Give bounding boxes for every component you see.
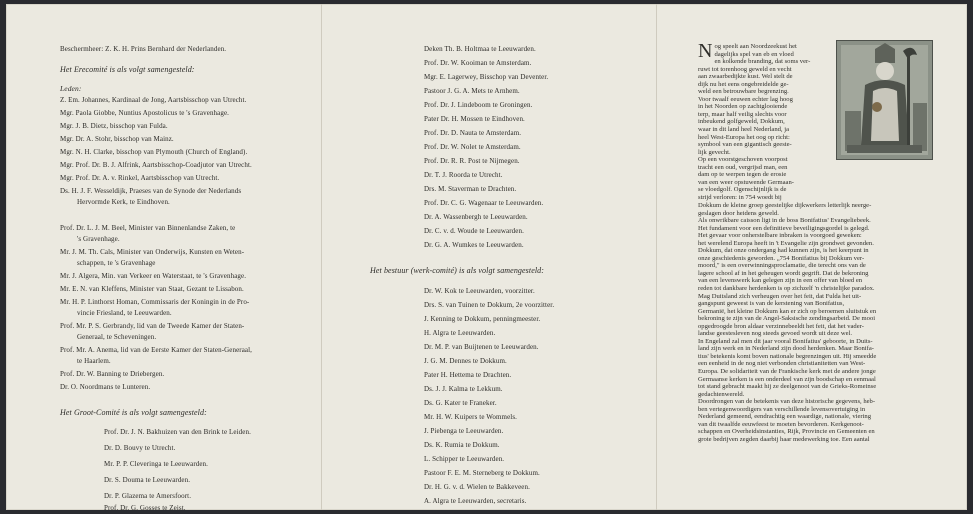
text-line: Het gevaar voor onherstelbare inbraken is voorgoed geweken: — [698, 232, 862, 240]
groot-member-line: Prof. Dr. G. Gosses te Zeist. — [104, 504, 186, 512]
text-line: Als onwrikbare caisson ligt in de boss Bonifatius' Evangeliebeek. — [698, 217, 871, 225]
member-line: Prof. Dr. W. Banning te Driebergen. — [60, 370, 165, 378]
text-line: gedachtenwereld. — [698, 390, 745, 398]
text-line: schappen en Overheidsinstanties, Rijk, Provincie en Gemeenten en — [698, 428, 875, 436]
text-line: Europa. De solidariteit van de Frankische kerk met de andere jonge — [698, 368, 876, 376]
member-line: schappen, te 's Gravenhage — [77, 259, 156, 267]
groot-member-line: Prof. Dr. W. Nolet te Amsterdam. — [424, 143, 521, 151]
text-line: Voor twaalf eeuwen echter lag hoog — [698, 95, 793, 103]
text-line: ruwt tot torenhoog geweld en vecht — [698, 65, 792, 73]
groot-member-line: Dr. D. Bouvy te Utrecht. — [104, 444, 176, 452]
text-line: bekroning te zijn van de Angel-Saksische zendingsarbeid. De mooi — [698, 315, 876, 323]
text-line: land zijn werk en in Nederland zijn dood herdenken. Maar Bonifa- — [698, 345, 874, 353]
text-line: onze geschiedenis geworden. „754 Bonifatius bij Dokkum ver- — [698, 254, 865, 262]
text-line: Germaanse kerken is een onderdeel van zijn boodschap en eenmaal — [698, 375, 876, 383]
text-line: geslagen door heidens geweld. — [698, 209, 779, 217]
patron-line: Beschermheer: Z. K. H. Prins Bernhard der Nederlanden. — [60, 45, 227, 53]
member-line: Mgr. Prof. Dr. A. v. Rinkel, Aartsbisschop van Utrecht. — [60, 174, 220, 182]
text-line: lijk gevecht. — [698, 148, 731, 156]
text-line: In Engeland zal men dit jaar vooral Bonifatius' geboorte, in Duits- — [698, 337, 873, 345]
text-line: gangspunt geweest is van de kerstening van Bonifatius, — [698, 300, 845, 308]
member-line: Dr. O. Noordmans te Lunteren. — [60, 383, 151, 391]
text-line: dagelijks spel van eb en vloed — [714, 50, 794, 58]
text-line: opgedroogde bron aldaar verzinnebeeldt het feit, dat het vader- — [698, 322, 864, 330]
leden-label: Leden: — [60, 84, 82, 93]
bestuur-member-line: Ds. K. Rumia te Dokkum. — [424, 441, 500, 449]
bestuur-member-line: Ds. G. Kater te Franeker. — [424, 399, 497, 407]
bestuur-member-line: Pater H. Hettema te Drachten. — [424, 371, 512, 379]
groot-member-line: Dr. T. J. Roorda te Utrecht. — [424, 171, 503, 179]
bestuur-member-line: Dr. M. P. van Buijtenen te Leeuwarden. — [424, 343, 539, 351]
body-paragraph-full — [698, 202, 931, 444]
member-line: Generaal, te Scheveningen. — [77, 333, 157, 341]
groot-member-line: Prof. Dr. J. Lindeboom te Groningen. — [424, 101, 533, 109]
text-line: Germanië, het kleine Dokkum kan er zich op beroemen sluitstuk en — [698, 307, 877, 315]
text-line: Nederland gemeend, eendrachtig een waardige, nationale, viering — [698, 413, 872, 421]
bestuur-member-line: Dr. W. Kok te Leeuwarden, voorzitter. — [424, 287, 535, 295]
member-line: Mr. J. Algera, Min. van Verkeer en Waterstaat, te 's Gravenhage. — [60, 272, 247, 280]
bestuur-member-line: J. Piebenga te Leeuwarden. — [424, 427, 504, 435]
text-line: Het fundament voor een definitieve beveiligingsgordel is gelegd. — [698, 224, 870, 232]
text-line: reden tot dankbare herdenken is op zichzelf 'n christelijke paradox. — [698, 285, 875, 293]
text-line: Op een voorstgeschoven voorpost — [698, 156, 788, 164]
groot-member-line: Mgr. E. Lagerwey, Bisschop van Deventer. — [424, 73, 549, 81]
groot-member-line: Pater Dr. H. Mossen te Eindhoven. — [424, 115, 525, 123]
bestuur-member-line: J. Kenning te Dokkum, penningmeester. — [424, 315, 541, 323]
text-line: symbool van een gigantisch geeste- — [698, 141, 792, 149]
bestuur-member-line: J. G. M. Dennes te Dokkum. — [424, 357, 507, 365]
text-line: tius' betekenis komt boven nationale begrenzingen uit. Hij smeedde — [698, 352, 877, 360]
text-line: landse geestesleven nog steeds gevoed wordt uit deze wel. — [698, 330, 852, 338]
groot-member-line: Drs. M. Staverman te Drachten. — [424, 185, 517, 193]
text-line: Doordrongen van de betekenis van deze historische gegevens, heb- — [698, 398, 876, 406]
text-line: tracht een oud, vergrijsd man, een — [698, 163, 788, 171]
text-line: og speelt aan Noordzeekust het — [714, 43, 797, 50]
member-line: Prof. Mr. A. Anema, lid van de Eerste Kamer der Staten-Generaal, — [60, 346, 253, 354]
text-line: inbeukend golfgeweld, Dokkum, — [698, 118, 785, 126]
member-line: Mgr. Paola Giobbe, Nuntius Apostolicus te 's Gravenhage. — [60, 109, 230, 117]
member-line: vincie Friesland, te Leeuwarden. — [77, 309, 172, 317]
bonifatius-woodcut-image — [836, 40, 933, 160]
bestuur-member-line: L. Schipper te Leeuwarden. — [424, 455, 505, 463]
text-line: dam op te werpen tegen de erosie — [698, 171, 787, 179]
text-line: Dokkum de kleine groep geestelijke dijkwerkers letterlijk neerge- — [698, 202, 872, 209]
text-line: dijk nu het eens ongebreidelde ge- — [698, 80, 789, 88]
text-line: en kolkende branding, dat soms ver- — [714, 58, 811, 66]
bestuur-member-line: A. Algra te Leeuwarden, secretaris. — [424, 497, 527, 505]
member-line: Mr. J. M. Th. Cals, Minister van Onderwijs, Kunsten en Weten- — [60, 248, 245, 256]
member-line: te Haarlem. — [77, 357, 111, 365]
grootcomite-heading: Het Groot-Comité is als volgt samengesteld: — [60, 408, 207, 417]
groot-member-line: Prof. Dr. W. Kooiman te Amsterdam. — [424, 59, 532, 67]
text-line: terp, maar half veilig slechts voor — [698, 110, 787, 118]
groot-member-line: Dr. P. Glazema te Amersfoort. — [104, 492, 192, 500]
member-line: Mgr. Dr. A. Stohr, bisschop van Mainz. — [60, 135, 174, 143]
member-line: Mr. E. N. van Kleffens, Minister van Staat, Gezant te Lissabon. — [60, 285, 244, 293]
text-line: van een levenswerk kan gelegen zijn in een offer van bloed en — [698, 277, 863, 285]
dropcap-letter: N — [698, 40, 713, 62]
text-line: Mag Duitsland zich verheugen over het feit, dat Fulda het uit- — [698, 292, 862, 300]
text-line: tot stand gebracht maakt hij ze deelgenoot van de Grieks-Romeinse — [698, 383, 877, 391]
member-line: 's Gravenhage. — [77, 235, 120, 243]
text-line: ben vertegenwoordigers van verschillende levensovertuiging in — [698, 405, 866, 413]
groot-member-line: Prof. Dr. C. G. Wagenaar te Leeuwarden. — [424, 199, 544, 207]
text-line: aan zwaarbedijkte kust. Wel stelt de — [698, 73, 793, 81]
groot-member-line: Dr. A. Wassenbergh te Leeuwarden. — [424, 213, 528, 221]
woodcut-illustration — [837, 41, 932, 159]
text-line: moord," is een overwinningsproclamatie, die terecht ons van de — [698, 262, 866, 270]
text-line: van dit twaalfde eeuwfeest te moeten bevorderen. Kerkgenoot- — [698, 420, 864, 428]
text-line: waar in dit land heel Nederland, ja — [698, 126, 789, 134]
groot-member-line: Mr. P. P. Cleveringa te Leeuwarden. — [104, 460, 209, 468]
bestuur-member-line: Pastoor F. E. M. Sterneberg te Dokkum. — [424, 469, 540, 477]
bestuur-member-line: Drs. S. van Tuinen te Dokkum, 2e voorzitter. — [424, 301, 555, 309]
bestuur-member-line: H. Algra te Leeuwarden. — [424, 329, 496, 337]
groot-member-line: Dr. G. A. Wumkes te Leeuwarden. — [424, 241, 524, 249]
text-line: een eenheid in de nog niet verbonden christianitetten van West- — [698, 360, 866, 368]
bestuur-heading: Het bestuur (werk-comité) is als volgt samengesteld: — [370, 266, 545, 275]
text-line: in het Noorden op zachtglooiende — [698, 103, 788, 111]
bestuur-member-line: Mr. H. W. Kuipers te Wommels. — [424, 413, 518, 421]
erecomite-heading: Het Erecomité is als volgt samengesteld: — [60, 65, 195, 74]
groot-member-line: Prof. Dr. J. N. Bakhuizen van den Brink te Leiden. — [104, 428, 251, 436]
member-line: Mr. H. P. Linthorst Homan, Commissaris der Koningin in de Pro- — [60, 298, 250, 306]
bestuur-member-line: Ds. J. J. Kalma te Lekkum. — [424, 385, 503, 393]
text-line: van een weer opstuwende Germaan- — [698, 178, 794, 186]
text-line: grote bedrijven zegden daarbij haar medewerking toe. Een aantal — [698, 435, 870, 443]
member-line: Z. Em. Johannes, Kardinaal de Jong, Aartsbisschop van Utrecht. — [60, 96, 247, 104]
text-line: het werelend Europa heeft in 't Evangelie zijn grondwet gevonden. — [698, 239, 874, 247]
bestuur-member-line: Dr. H. G. v. d. Wielen te Bakkeveen. — [424, 483, 530, 491]
member-line: Ds. H. J. F. Wesseldijk, Praeses van de Synode der Nederlands — [60, 187, 242, 195]
text-line: heel West-Europa het oog op richt: — [698, 133, 790, 141]
member-line: Hervormde Kerk, te Eindhoven. — [77, 198, 170, 206]
member-line: Mgr. Prof. Dr. B. J. Alfrink, Aartsbisschop-Coadjutor van Utrecht. — [60, 161, 252, 169]
groot-member-line: Pastoor J. G. A. Mets te Arnhem. — [424, 87, 520, 95]
groot-member-line: Prof. Dr. R. R. Post te Nijmegen. — [424, 157, 520, 165]
text-line: weld een betrouwbare begrenzing. — [698, 88, 789, 96]
member-line: Prof. Dr. L. J. M. Beel, Minister van Binnenlandse Zaken, te — [60, 224, 236, 232]
text-line: Dokkum, dat onze ondergang had kunnen zijn, is het keerpunt in — [698, 247, 869, 255]
intro-paragraph-narrow — [698, 40, 828, 201]
groot-member-line: Prof. Dr. D. Nauta te Amsterdam. — [424, 129, 522, 137]
text-line: se vloedgolf. Ogenschijnlijk is de — [698, 186, 787, 194]
groot-member-line: Dr. S. Douma te Leeuwarden. — [104, 476, 191, 484]
member-line: Mgr. N. H. Clarke, bisschop van Plymouth (Church of England). — [60, 148, 248, 156]
text-line: lagere school af in het geheugen wordt gegrift. Dat de bekroning — [698, 269, 869, 277]
groot-member-line: Dr. C. v. d. Woude te Leeuwarden. — [424, 227, 524, 235]
member-line: Prof. Mr. P. S. Gerbrandy, lid van de Tweede Kamer der Staten- — [60, 322, 245, 330]
member-line: Mgr. J. B. Dietz, bisschop van Fulda. — [60, 122, 168, 130]
text-line: strijd verloren: in 754 woedt bij — [698, 193, 782, 201]
groot-member-line: Deken Th. B. Holtmaa te Leeuwarden. — [424, 45, 536, 53]
